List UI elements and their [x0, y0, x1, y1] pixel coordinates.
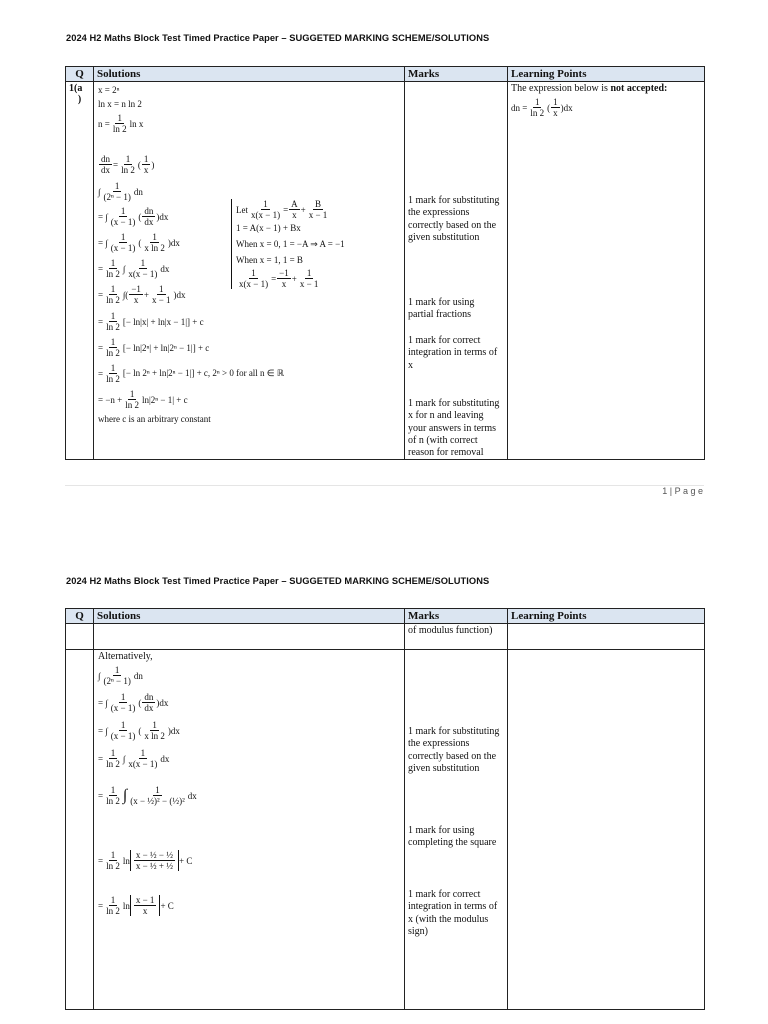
numerator: 1	[110, 850, 116, 860]
solution-line	[98, 692, 168, 713]
solution-line	[98, 720, 180, 741]
fraction	[142, 206, 155, 227]
denominator: (x − 1)	[110, 703, 136, 713]
expr-text: ln x	[129, 118, 144, 129]
expr-text: ∫	[122, 786, 128, 804]
numerator: 1	[152, 232, 157, 242]
col-header-marks: Marks	[405, 67, 508, 82]
fraction	[104, 284, 122, 305]
expr-text: ln	[122, 900, 130, 911]
expr-text: )dx	[156, 697, 169, 708]
numerator: −1	[279, 268, 289, 278]
partial-fraction-working	[231, 199, 345, 289]
denominator: ln 2	[106, 322, 120, 332]
denominator: x	[553, 108, 558, 118]
fraction	[249, 199, 282, 220]
expr-text: +	[143, 289, 149, 300]
solution-line	[98, 113, 143, 134]
solution-line	[98, 895, 174, 916]
mark-item: 1 mark for using completing the square	[408, 825, 497, 849]
expr-text: Let	[236, 204, 248, 215]
expr-text: [− ln|2ⁿ| + ln|2ⁿ − 1|] + c	[122, 342, 210, 353]
mark-item: 1 mark for substituting the expressions correctly based on the given substitution	[408, 726, 500, 774]
fraction	[150, 284, 173, 305]
pf-line	[236, 199, 345, 220]
table-row	[66, 82, 705, 460]
expr-text: =	[98, 753, 104, 764]
question-number	[66, 82, 94, 460]
denominator: (x − 1)	[110, 731, 136, 741]
numerator: 1	[110, 284, 116, 294]
learning-point-expression	[511, 97, 701, 118]
fraction	[142, 720, 167, 741]
denominator: ln 2	[106, 861, 120, 871]
fraction	[134, 850, 175, 871]
denominator: (2ⁿ − 1)	[103, 676, 131, 686]
numerator: 1	[120, 232, 126, 242]
expr-text: ∫(	[122, 289, 129, 300]
expr-text: = ∫	[98, 211, 108, 222]
numerator: 1	[251, 268, 256, 278]
denominator: (2ⁿ − 1)	[103, 192, 131, 202]
denominator: x − 1	[308, 210, 328, 220]
modulus	[130, 850, 179, 871]
numerator: 1	[553, 97, 558, 107]
solutions-cell	[94, 650, 405, 1010]
denominator: ln 2	[106, 295, 120, 305]
solution-line	[98, 206, 168, 227]
question-number	[66, 650, 94, 1010]
fraction	[126, 748, 159, 769]
denominator: x	[281, 279, 287, 289]
denominator: x − 1	[299, 279, 319, 289]
pf-line: When x = 0, 1 = −A ⇒ A = −1	[236, 239, 345, 249]
denominator: x	[292, 210, 297, 220]
expr-text: =	[98, 316, 104, 327]
denominator: ln 2	[112, 124, 127, 134]
fraction	[237, 268, 270, 289]
denominator: ln 2	[106, 906, 120, 916]
expr-text: ∫	[122, 263, 126, 274]
expr-text: = ∫	[98, 697, 108, 708]
solution-line	[98, 232, 180, 253]
denominator: ln 2	[106, 374, 120, 384]
denominator: ln 2	[125, 400, 139, 410]
expr-text: dn	[133, 186, 143, 197]
fraction	[142, 232, 167, 253]
expr-text: ∫	[98, 186, 101, 197]
solution-line	[98, 337, 209, 358]
col-header-learning-points: Learning Points	[508, 609, 705, 624]
denominator: (x − 1)	[110, 217, 136, 227]
numerator: 1	[140, 748, 146, 758]
fraction	[134, 895, 157, 916]
mark-item: 1 mark for substituting the expressions correctly based on the given substitution	[408, 195, 500, 243]
expr-text: [− ln 2ⁿ + ln|2ⁿ − 1|] + c, 2ⁿ > 0 for all n ∈ ℝ	[122, 368, 285, 378]
fraction	[128, 785, 187, 806]
expr-text: =	[98, 289, 104, 300]
question-label: 1(a	[69, 83, 83, 94]
solution-line	[98, 389, 188, 410]
numerator: −1	[131, 284, 141, 294]
denominator: (x − 1)	[110, 243, 136, 253]
solutions-cell	[94, 82, 405, 460]
solution-line: Alternatively,	[98, 651, 153, 662]
fraction	[142, 154, 151, 175]
fraction	[119, 154, 137, 175]
expr-text: =	[271, 273, 277, 284]
denominator: x ln 2	[144, 731, 165, 741]
denominator: ln 2	[106, 796, 120, 806]
expr-text: (	[138, 725, 142, 736]
numerator: 1	[110, 785, 116, 795]
table-row	[66, 624, 705, 650]
denominator: x	[133, 295, 139, 305]
expr-text: ∫	[98, 670, 101, 681]
solution-line	[98, 665, 143, 686]
numerator: B	[315, 199, 322, 209]
denominator: x − 1	[151, 295, 171, 305]
solutions-cell	[94, 624, 405, 650]
denominator: dx	[144, 703, 154, 713]
solution-line	[98, 748, 169, 769]
expr-text: [− ln|x| + ln|x − 1|] + c	[122, 316, 204, 327]
fraction	[104, 311, 122, 332]
denominator: ln 2	[530, 108, 545, 118]
denominator: x(x − 1)	[239, 279, 269, 289]
expr-text: ln	[122, 855, 130, 866]
expr-text: dn	[133, 670, 143, 681]
learning-point-text	[511, 83, 701, 95]
numerator: 1	[125, 154, 131, 164]
col-header-q: Q	[66, 67, 94, 82]
numerator: 1	[143, 154, 149, 164]
table-row	[66, 650, 705, 1010]
fraction	[111, 113, 129, 134]
expr-text: )dx	[156, 211, 169, 222]
expr-text: + C	[160, 900, 174, 911]
col-header-learning-points: Learning Points	[508, 67, 705, 82]
denominator: dx	[101, 165, 110, 175]
numerator: dn	[144, 206, 154, 216]
lp-bold: not accepted:	[610, 83, 668, 94]
fraction	[109, 720, 138, 741]
fraction	[307, 199, 330, 220]
denominator: ln 2	[106, 348, 120, 358]
marking-scheme-table	[65, 66, 705, 460]
expr-text: dn =	[511, 102, 528, 113]
mark-item: 1 mark for correct integration in terms of x (with the modulus sign)	[408, 889, 498, 937]
denominator: x	[142, 906, 148, 916]
col-header-marks: Marks	[405, 609, 508, 624]
question-number	[66, 624, 94, 650]
expr-text: dx	[160, 263, 170, 274]
numerator: 1	[110, 363, 116, 373]
expr-text: = ∫	[98, 237, 108, 248]
expr-text: (	[138, 697, 142, 708]
solution-line: ln x = n ln 2	[98, 99, 142, 109]
expr-text: (	[138, 211, 142, 222]
denominator: (x − ½)² − (½)²	[130, 796, 185, 806]
numerator: 1	[129, 389, 135, 399]
denominator: x − ½ + ½	[135, 861, 174, 871]
fraction	[104, 895, 122, 916]
numerator: 1	[120, 692, 126, 702]
marks-cell: of modulus function)	[405, 624, 508, 650]
marks-cell	[405, 82, 508, 460]
lp-text: The expression below is	[511, 83, 611, 94]
table-header-row	[66, 67, 705, 82]
expr-text: +	[291, 273, 297, 284]
expr-text: = ∫	[98, 725, 108, 736]
page-separator	[65, 485, 704, 486]
numerator: 1	[120, 206, 126, 216]
marks-cell	[405, 650, 508, 1010]
fraction	[528, 97, 546, 118]
numerator: x − ½ − ½	[135, 850, 174, 860]
solution-line	[98, 850, 192, 871]
pf-line: When x = 1, 1 = B	[236, 255, 303, 265]
numerator: dn	[101, 154, 110, 164]
denominator: ln 2	[106, 759, 120, 769]
fraction	[289, 199, 300, 220]
solution-line	[98, 284, 186, 305]
numerator: 1	[534, 97, 540, 107]
expr-text: )	[151, 159, 155, 170]
fraction	[129, 284, 143, 305]
fraction	[109, 692, 138, 713]
numerator: 1	[110, 337, 116, 347]
solution-line: x = 2ⁿ	[98, 85, 120, 95]
expr-text: +	[300, 204, 306, 215]
solution-line	[98, 258, 169, 279]
numerator: 1	[110, 748, 116, 758]
expr-text: = −n +	[98, 394, 123, 405]
fraction	[99, 154, 112, 175]
fraction	[101, 665, 132, 686]
expr-text: ln|2ⁿ − 1| + c	[142, 394, 188, 405]
expr-text: )dx	[167, 237, 180, 248]
fraction	[109, 206, 138, 227]
mark-item: 1 mark for using partial fractions	[408, 297, 475, 321]
expr-text: (	[547, 102, 551, 113]
denominator: ln 2	[106, 269, 120, 279]
expr-text: (	[138, 237, 142, 248]
fraction	[109, 232, 138, 253]
page-header: 2024 H2 Maths Block Test Timed Practice Paper – SUGGETED MARKING SCHEME/SOLUTIONS	[66, 33, 490, 43]
expr-text: (	[137, 159, 141, 170]
page-number: 1 | P a g e	[662, 486, 703, 496]
pf-line: 1 = A(x − 1) + Bx	[236, 223, 301, 233]
denominator: x(x − 1)	[128, 269, 158, 279]
numerator: 1	[306, 268, 312, 278]
expr-text: =	[98, 900, 104, 911]
numerator: 1	[114, 665, 120, 675]
numerator: 1	[155, 785, 160, 795]
fraction	[104, 258, 122, 279]
expr-text: =	[98, 342, 104, 353]
expr-text: =	[98, 790, 104, 801]
numerator: A	[291, 199, 298, 209]
expr-text: =	[98, 855, 104, 866]
expr-text: n =	[98, 118, 110, 129]
expr-text: )dx	[560, 102, 573, 113]
fraction	[104, 363, 122, 384]
numerator: 1	[263, 199, 268, 209]
expr-text: )dx	[173, 289, 186, 300]
denominator: x(x − 1)	[251, 210, 281, 220]
fraction	[101, 181, 132, 202]
expr-text: dx	[160, 753, 170, 764]
fraction	[126, 258, 159, 279]
numerator: 1	[110, 258, 116, 268]
solution-line	[98, 363, 284, 384]
fraction	[142, 692, 155, 713]
expr-text: )dx	[167, 725, 180, 736]
denominator: x	[143, 165, 149, 175]
table-header-row	[66, 609, 705, 624]
expr-text: =	[283, 204, 289, 215]
question-label-cont: )	[77, 94, 82, 105]
solution-line	[98, 181, 143, 202]
expr-text: =	[113, 159, 119, 170]
learning-points-cell	[508, 650, 705, 1010]
expr-text: =	[98, 368, 104, 379]
numerator: 1	[114, 181, 120, 191]
mark-item: 1 mark for substituting x for n and leaving your answers in terms of n (with correct reason for removal	[408, 398, 500, 459]
denominator: ln 2	[121, 165, 135, 175]
numerator: 1	[140, 258, 146, 268]
solution-line	[98, 311, 204, 332]
modulus	[130, 895, 161, 916]
learning-points-cell	[508, 624, 705, 650]
fraction	[104, 337, 122, 358]
numerator: 1	[110, 895, 116, 905]
col-header-solutions: Solutions	[94, 67, 405, 82]
fraction	[298, 268, 321, 289]
solution-line: where c is an arbitrary constant	[98, 414, 211, 424]
expr-text: =	[98, 263, 104, 274]
fraction	[277, 268, 291, 289]
fraction	[551, 97, 560, 118]
learning-points-cell	[508, 82, 705, 460]
solution-line	[98, 785, 197, 806]
fraction	[104, 850, 122, 871]
fraction	[104, 748, 122, 769]
denominator: dx	[144, 217, 154, 227]
marking-scheme-table	[65, 608, 705, 1010]
expr-text: ∫	[122, 753, 126, 764]
pf-line	[236, 268, 345, 289]
denominator: x(x − 1)	[128, 759, 158, 769]
col-header-solutions: Solutions	[94, 609, 405, 624]
page-header: 2024 H2 Maths Block Test Timed Practice Paper – SUGGETED MARKING SCHEME/SOLUTIONS	[66, 576, 490, 586]
numerator: x − 1	[135, 895, 155, 905]
expr-text: dx	[187, 790, 197, 801]
expr-text: + C	[179, 855, 193, 866]
mark-item: 1 mark for correct integration in terms of x	[408, 335, 498, 371]
numerator: 1	[159, 284, 164, 294]
numerator: 1	[110, 311, 116, 321]
fraction	[123, 389, 141, 410]
numerator: 1	[120, 720, 126, 730]
numerator: dn	[144, 692, 154, 702]
numerator: 1	[152, 720, 157, 730]
fraction	[104, 785, 122, 806]
col-header-q: Q	[66, 609, 94, 624]
denominator: x ln 2	[144, 243, 165, 253]
numerator: 1	[117, 113, 122, 123]
solution-line	[98, 154, 154, 175]
